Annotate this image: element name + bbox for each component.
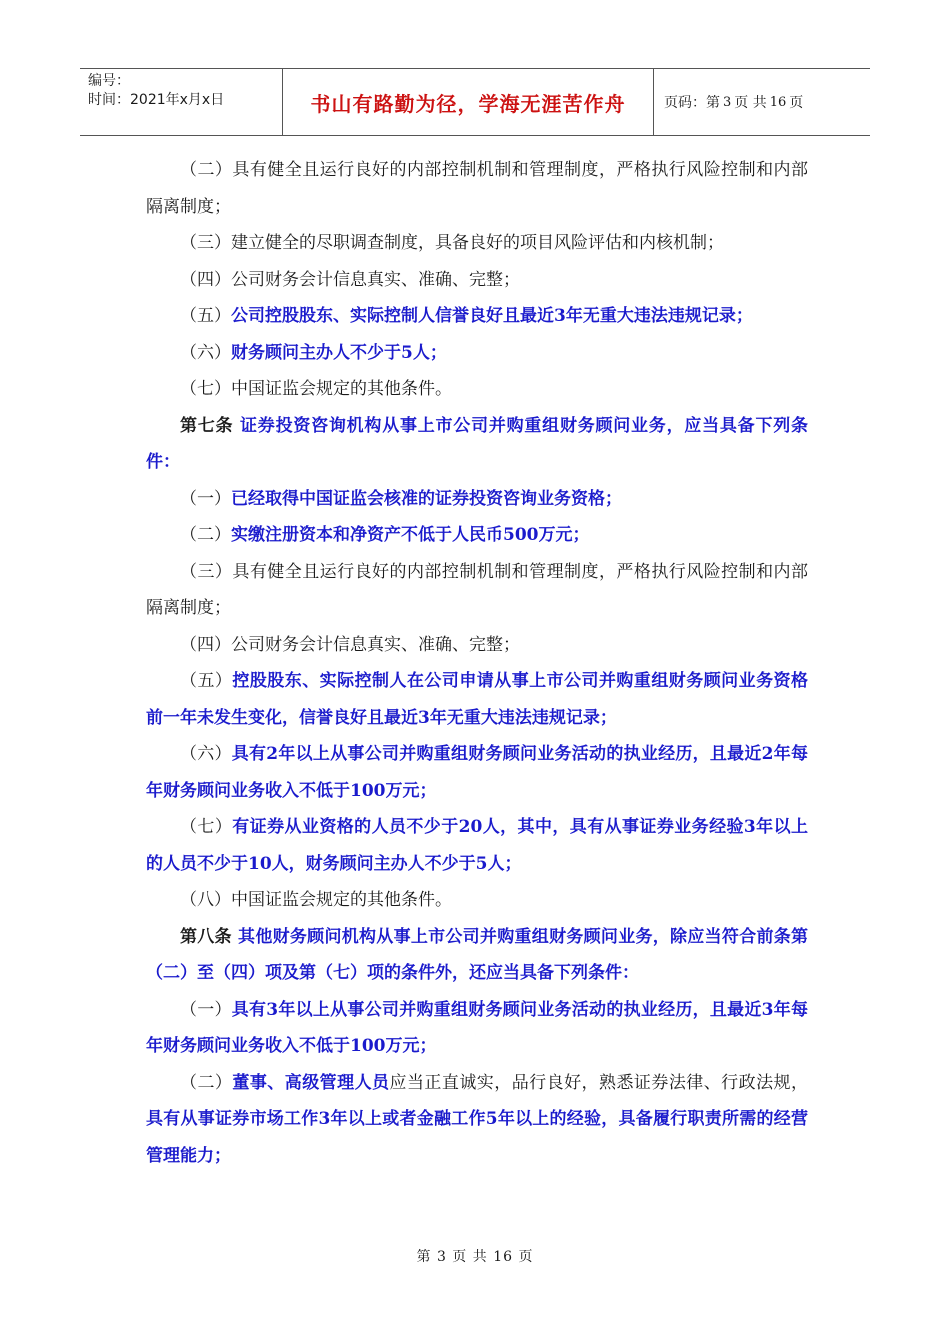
paragraph-text: （三）建立健全的尽职调查制度，具备良好的项目风险评估和内核机制； — [180, 233, 724, 253]
highlighted-text: 控股股东、实际控制人在公司申请从事上市公司并购重组财务顾问业务资格前一年未发生变化，信誉良好且最近3年无重大违法违规记录； — [146, 671, 809, 728]
paragraph-text: （七） — [180, 817, 233, 837]
paragraph — [146, 408, 808, 481]
paragraph — [146, 371, 808, 408]
highlighted-text: 实缴注册资本和净资产不低于人民币500万元； — [231, 525, 590, 545]
highlighted-text: 董事、高级管理人员 — [232, 1072, 390, 1093]
paragraph — [146, 481, 808, 518]
highlighted-text: 证券投资咨询机构从事上市公司并购重组财务顾问业务，应当具备下列条件： — [146, 415, 808, 472]
paragraph-text: （五） — [180, 306, 231, 326]
header-page-prefix: 页码：第 — [664, 95, 720, 111]
paragraph — [146, 152, 808, 225]
header-page-info — [654, 69, 870, 135]
header-page-total: 16 — [769, 94, 787, 110]
paragraph — [146, 882, 808, 919]
paragraph-text: （一） — [180, 999, 232, 1020]
paragraph-text: （六） — [180, 342, 231, 363]
paragraph — [146, 736, 808, 809]
paragraph — [146, 298, 808, 335]
paragraph-text: 应当正直诚实，品行良好，熟悉证券法律、行政法规， — [389, 1072, 809, 1093]
paragraph-text: （三）具有健全且运行良好的内部控制机制和管理制度，严格执行风险控制和内部隔离制度； — [146, 561, 808, 618]
paragraph — [146, 809, 808, 882]
paragraph-text: （四）公司财务会计信息真实、准确、完整； — [180, 634, 520, 655]
paragraph-text: （六） — [180, 744, 232, 764]
paragraph-text: （二） — [180, 525, 231, 545]
highlighted-text: 具有从事证券市场工作3年以上或者金融工作5年以上的经验，具备履行职责所需的经营管理能力； — [146, 1109, 808, 1166]
paragraph-text: （一） — [180, 488, 231, 509]
paragraph — [146, 335, 808, 372]
highlighted-text: 具有3年以上从事公司并购重组财务顾问业务活动的执业经历，且最近3年每年财务顾问业务收入不低于100万元； — [146, 999, 809, 1056]
article-label: 第八条 — [180, 926, 239, 947]
paragraph-text: （二） — [180, 1072, 233, 1093]
paragraph — [146, 627, 808, 664]
header-time-label: 时间：2021年x月x日 — [88, 92, 225, 108]
header-motto: 书山有路勤为径，学海无涯苦作舟 — [282, 69, 654, 135]
paragraph-text: （七）中国证监会规定的其他条件。 — [180, 379, 452, 399]
paragraph — [146, 225, 808, 262]
paragraph-text: （八）中国证监会规定的其他条件。 — [180, 890, 452, 910]
paragraph — [146, 262, 808, 299]
paragraph — [146, 517, 808, 554]
paragraph — [146, 1065, 808, 1175]
page-footer: 第 3 页 共 16 页 — [416, 1249, 534, 1265]
header-page-suffix: 页 — [789, 95, 804, 111]
paragraph-text: （二）具有健全且运行良好的内部控制机制和管理制度，严格执行风险控制和内部隔离制度； — [146, 160, 808, 217]
highlighted-text: 具有2年以上从事公司并购重组财务顾问业务活动的执业经历，且最近2年每年财务顾问业务收入不低于100万元； — [146, 744, 809, 801]
highlighted-text: 已经取得中国证监会核准的证券投资咨询业务资格； — [231, 488, 622, 509]
highlighted-text: 财务顾问主办人不少于5人； — [231, 342, 447, 363]
document-body — [146, 152, 808, 1174]
highlighted-text: 公司控股股东、实际控制人信誉良好且最近3年无重大违法违规记录； — [231, 306, 753, 326]
article-label: 第七条 — [180, 415, 241, 436]
paragraph — [146, 919, 808, 992]
paragraph — [146, 992, 808, 1065]
paragraph-text: （四）公司财务会计信息真实、准确、完整； — [180, 269, 520, 290]
paragraph — [146, 554, 808, 627]
header-page-current: 3 — [723, 94, 732, 110]
paragraph — [146, 663, 808, 736]
header-meta — [80, 69, 282, 135]
header-number-label: 编号： — [88, 73, 130, 89]
highlighted-text: 有证券从业资格的人员不少于20人，其中，具有从事证券业务经验3年以上的人员不少于10人，财务顾问主办人不少于5人； — [146, 817, 808, 874]
paragraph-text: （五） — [180, 671, 233, 691]
header-page-mid: 页 共 — [734, 95, 767, 111]
page-header — [80, 68, 870, 136]
highlighted-text: 其他财务顾问机构从事上市公司并购重组财务顾问业务，除应当符合前条第（二）至（四）项及第（七）项的条件外，还应当具备下列条件： — [146, 926, 809, 983]
